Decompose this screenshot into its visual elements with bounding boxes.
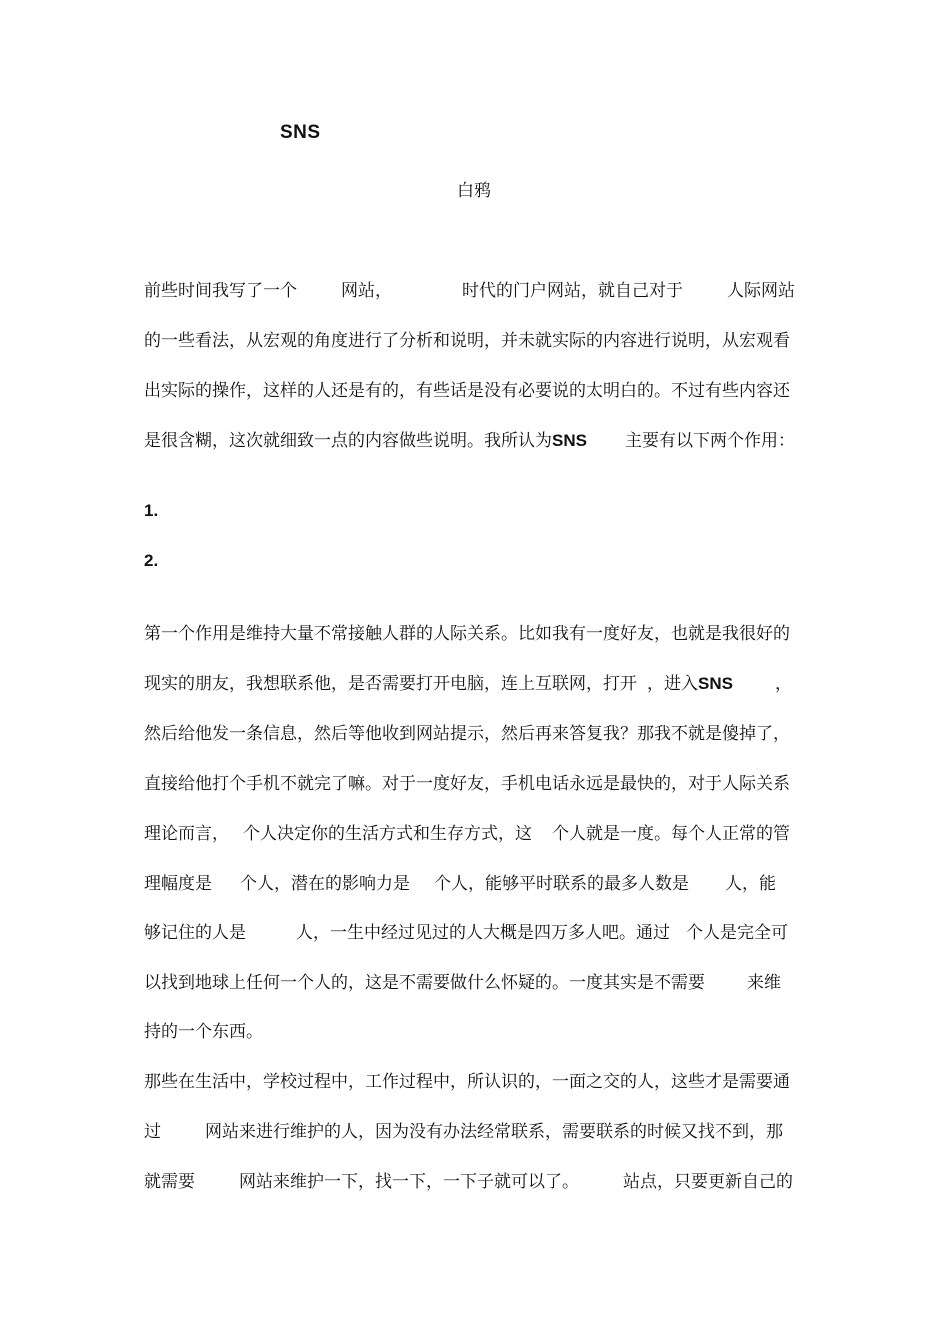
list-item-2: 2. — [144, 551, 159, 570]
paragraph-1-line-2: 的一些看法，从宏观的角度进行了分析和说明，并未就实际的内容进行说明，从宏观看 — [144, 331, 790, 351]
paragraph-2-line-2: 现实的朋友，我想联系他，是否需要打开电脑，连上互联网，打开 ，进入SNS ， — [144, 674, 792, 694]
paragraph-2-line-7: 够记住的人是 人，一生中经过见过的人大概是四万多人吧。通过 个人是完全可 — [144, 923, 788, 943]
paragraph-2-line-6: 理幅度是 个人，潜在的影响力是 个人，能够平时联系的最多人数是 人，能 — [144, 874, 776, 894]
paragraph-2-line-5: 理论而言， 个人决定你的生活方式和生存方式，这 个人就是一度。每个人正常的管 — [144, 824, 790, 844]
paragraph-3-line-3: 就需要 网站来维护一下，找一下，一下子就可以了。 站点，只要更新自己的 — [144, 1172, 793, 1192]
paragraph-1-line-4: 是很含糊，这次就细致一点的内容做些说明。我所认为SNS 主要有以下两个作用： — [144, 431, 795, 451]
paragraph-2-line-8: 以找到地球上任何一个人的，这是不需要做什么怀疑的。一度其实是不需要 来维 — [144, 973, 781, 993]
document-title: SNS — [280, 122, 321, 143]
paragraph-2-line-1: 第一个作用是维持大量不常接触人群的人际关系。比如我有一度好友，也就是我很好的 — [144, 624, 790, 644]
paragraph-3-line-2: 过 网站来进行维护的人，因为没有办法经常联系，需要联系的时候又找不到，那 — [144, 1122, 783, 1142]
paragraph-2-line-4: 直接给他打个手机不就完了嘛。对于一度好友，手机电话永远是最快的，对于人际关系 — [144, 774, 790, 794]
paragraph-3-line-1: 那些在生活中，学校过程中，工作过程中，所认识的，一面之交的人，这些才是需要通 — [144, 1072, 790, 1092]
paragraph-1-line-3: 出实际的操作，这样的人还是有的，有些话是没有必要说的太明白的。不过有些内容还 — [144, 381, 790, 401]
paragraph-2-line-9: 持的一个东西。 — [144, 1022, 263, 1042]
list-item-1: 1. — [144, 501, 159, 520]
author-name: 白鸦 — [457, 181, 491, 201]
paragraph-1-line-1: 前些时间我写了一个 网站， 时代的门户网站，就自己对于 人际网站 — [144, 281, 795, 301]
paragraph-2-line-3: 然后给他发一条信息，然后等他收到网站提示，然后再来答复我？那我不就是傻掉了， — [144, 724, 790, 744]
